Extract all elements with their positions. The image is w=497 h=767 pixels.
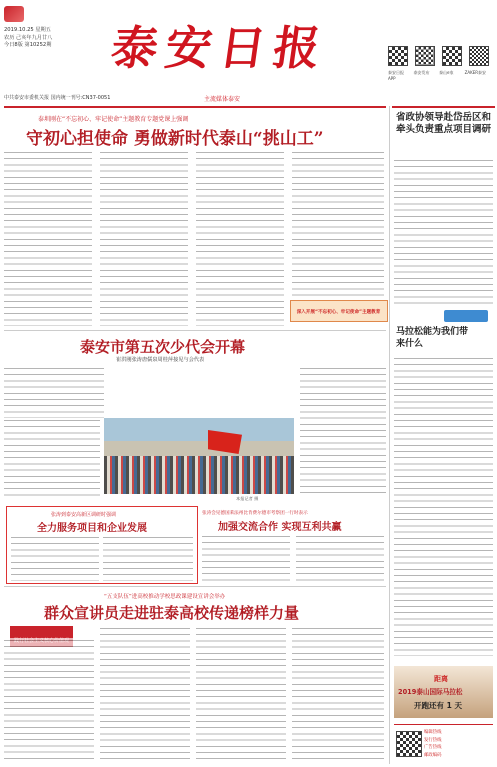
contact-line: 发行热线	[424, 737, 442, 743]
bottom-title: 群众宣讲员走进驻泰高校传递榜样力量	[44, 604, 300, 622]
crowd	[104, 456, 294, 494]
right-body-col	[394, 356, 493, 656]
qr-code-icon	[442, 46, 462, 66]
logo-emblem-icon	[4, 6, 24, 22]
masthead	[0, 0, 497, 104]
second-subtitle: 崔洪刚张涛唐儒泉周桂萍接见与会代表	[116, 357, 205, 363]
second-body-col	[300, 366, 386, 496]
masthead-right	[388, 46, 494, 86]
right-headline-2: 马拉松能为我们带来什么	[396, 327, 469, 349]
third-story	[6, 506, 198, 584]
qr-code-icon	[396, 731, 422, 757]
date-line: 2019.10.25 星期五	[4, 27, 51, 33]
app-label: 泰安发布	[413, 70, 430, 75]
ad-line-1: 距离	[434, 675, 448, 683]
second-title: 泰安市第五次少代会开幕	[80, 338, 246, 356]
fourth-topic: 张涛会见德国莱法州比肯费尔德市考察团一行时表示	[202, 511, 308, 516]
second-story	[4, 330, 386, 502]
second-body-col	[4, 366, 104, 418]
contact-lines	[424, 729, 442, 759]
lead-banner	[290, 300, 388, 322]
tagline: 主流媒体泰安	[204, 96, 241, 103]
third-body-col	[11, 535, 99, 581]
app-label: ZAKER泰安	[464, 70, 486, 75]
rule	[4, 330, 386, 331]
bottom-story	[4, 586, 386, 764]
bottom-body-col	[100, 626, 190, 760]
issue-line: 今日8版 第10252期	[4, 42, 52, 48]
cn-code: 中共泰安市委机关报 国内统一刊号:CN37-0051	[4, 95, 111, 101]
app-label: 泰安日报APP	[388, 70, 404, 81]
second-body-col	[4, 418, 100, 496]
banner-text: 深入开展“不忘初心、牢记使命”主题教育	[297, 308, 381, 315]
bottom-body-col	[4, 638, 94, 760]
flag-icon	[208, 430, 242, 454]
third-body-col	[103, 535, 193, 581]
newspaper-title: 泰安日报	[107, 21, 332, 75]
contact-line: 邮政编码	[424, 752, 442, 758]
photo-caption: 本报记者 摄	[236, 496, 259, 501]
ad-line-3: 开跑还有 1 天	[414, 701, 462, 710]
contact-box	[394, 724, 493, 765]
event-photo	[104, 418, 294, 494]
third-topic: 张涛到泰安高新区调研时强调	[51, 512, 117, 518]
fourth-title: 加强交流合作 实现互利共赢	[218, 522, 342, 533]
qr-code-icon	[469, 46, 489, 66]
fourth-body-col	[296, 534, 384, 582]
date-block	[4, 27, 94, 50]
section-logo-icon	[444, 310, 488, 322]
lead-body-col	[4, 150, 92, 326]
marathon-ad	[394, 666, 493, 718]
rule	[4, 106, 386, 108]
app-label: 泰山e家	[439, 70, 454, 75]
lead-title: 守初心担使命 勇做新时代泰山“挑山工”	[26, 129, 324, 149]
fourth-body-col	[202, 534, 290, 582]
lead-story	[4, 106, 386, 328]
rule	[392, 106, 495, 108]
third-title: 全力服务项目和企业发展	[37, 523, 147, 534]
lead-body-col	[292, 150, 384, 300]
lead-body-col	[196, 150, 284, 326]
right-headline-1: 省政协领导赴岱岳区和牵头负责重点项目调研	[396, 112, 492, 135]
bottom-body-col	[292, 626, 384, 760]
contact-line: 编辑热线	[424, 730, 442, 735]
qr-code-icon	[388, 46, 408, 66]
bottom-topic: “五支队伍”进高校推动学校思政课建设宣讲会举办	[104, 594, 226, 600]
contact-line: 广告热线	[424, 745, 442, 750]
qr-code-icon	[415, 46, 435, 66]
right-body-col	[394, 158, 493, 306]
bottom-body-col	[196, 626, 286, 760]
ad-line-2: 2019泰山国际马拉松	[398, 688, 463, 696]
column-divider	[389, 106, 390, 764]
lead-body-col	[100, 150, 188, 326]
lunar-line: 农历 己亥年九月廿八	[4, 34, 53, 41]
right-column	[392, 106, 495, 766]
rule	[4, 586, 386, 587]
fourth-story	[200, 506, 386, 584]
lead-topic: 泰圳刚在“不忘初心、牢记使命”主题教育专题党课上强调	[38, 116, 189, 123]
